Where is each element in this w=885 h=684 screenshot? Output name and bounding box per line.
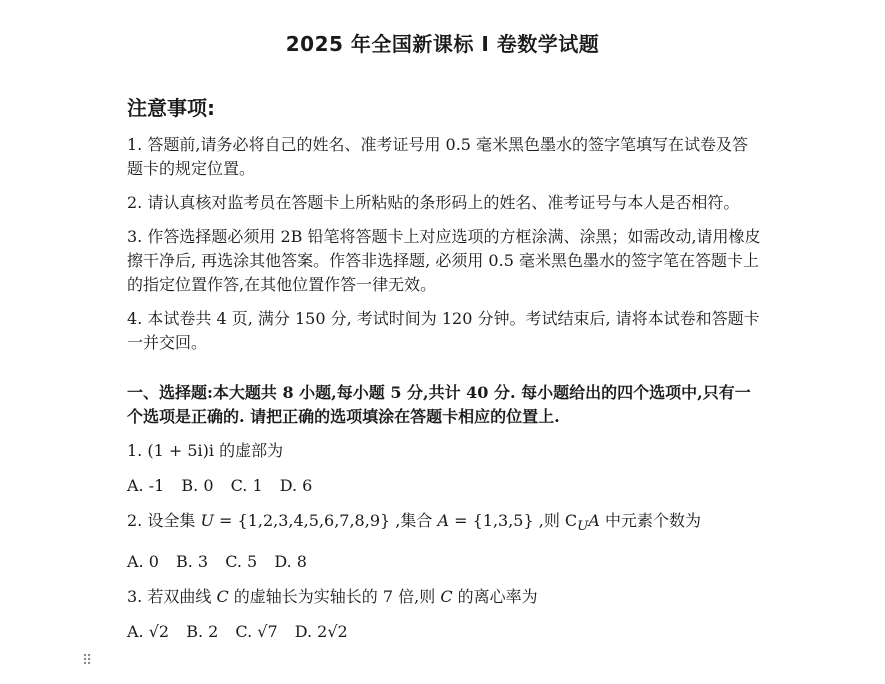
option-d: D. 6 — [279, 476, 313, 495]
question-1-expression: (1 + 5i)i — [147, 441, 215, 460]
option-b: B. 3 — [176, 552, 209, 572]
math-var-c: C — [216, 587, 229, 607]
question-1-options — [127, 474, 763, 498]
question-3-text: 的离心率为 — [452, 587, 538, 607]
option-b: B. 0 — [181, 476, 214, 495]
document-title: 2025 年全国新课标 I 卷数学试题 — [285, 32, 600, 56]
question-1-text: 的虚部为 — [214, 441, 284, 460]
question-2-text: 中元素个数为 — [599, 511, 702, 530]
option-a: A. 0 — [127, 552, 159, 572]
notice-item-4: 4. 本试卷共 4 页, 满分 150 分, 考试时间为 120 分钟。考试结束后, 请将本试卷和答题卡一并交回。 — [127, 309, 760, 352]
math-var-a: A — [588, 511, 600, 530]
option-d: D. 2√2 — [294, 622, 348, 642]
math-subscript-u: U — [577, 519, 589, 535]
question-2-text: 2. 设全集 — [127, 511, 201, 530]
option-a: A. √2 — [127, 622, 170, 642]
math-var-c: C — [440, 587, 453, 607]
question-3-options — [127, 620, 763, 644]
question-3-text: 3. 若双曲线 — [127, 587, 217, 607]
math-var-a: A — [437, 511, 450, 530]
question-1-number: 1. — [127, 441, 148, 460]
document-body — [127, 92, 763, 655]
drag-handle-icon[interactable]: ⠿ — [82, 653, 93, 669]
question-2-text: = {1,2,3,4,5,6,7,8,9} ,集合 — [213, 511, 438, 530]
question-1-stem — [127, 439, 763, 463]
question-2-stem — [127, 509, 763, 539]
notice-item-2: 2. 请认真核对监考员在答题卡上所粘贴的条形码上的姓名、准考证号与本人是否相符。 — [127, 193, 740, 212]
question-3-stem — [127, 585, 763, 609]
option-d: D. 8 — [274, 552, 307, 572]
option-c: C. 5 — [225, 552, 258, 572]
notice-item-1: 1. 答题前,请务必将自己的姓名、准考证号用 0.5 毫米黑色墨水的签字笔填写在试卷及答题卡的规定位置。 — [127, 135, 749, 178]
option-a: A. -1 — [127, 476, 165, 495]
notice-heading: 注意事项: — [127, 96, 215, 120]
question-2-text: = {1,3,5} ,则 C — [449, 511, 578, 530]
question-3-text: 的虚轴长为实轴长的 7 倍,则 — [228, 587, 441, 607]
section-heading: 一、选择题:本大题共 8 小题,每小题 5 分,共计 40 分. 每小题给出的四个选项中,只有一个选项是正确的. 请把正确的选项填涂在答题卡相应的位置上. — [127, 383, 751, 426]
notice-item-3: 3. 作答选择题必须用 2B 铅笔将答题卡上对应选项的方框涂满、涂黑；如需改动,请用橡皮擦干净后, 再选涂其他答案。作答非选择题, 必须用 0.5 毫米黑色墨水的签字笔在答题卡上的指定位置作答,在其他位置作答一律无效。 — [127, 227, 761, 294]
math-var-u: U — [200, 511, 214, 530]
option-b: B. 2 — [186, 622, 219, 642]
question-2-options — [127, 550, 763, 574]
option-c: C. 1 — [230, 476, 263, 495]
option-c: C. √7 — [235, 622, 278, 642]
